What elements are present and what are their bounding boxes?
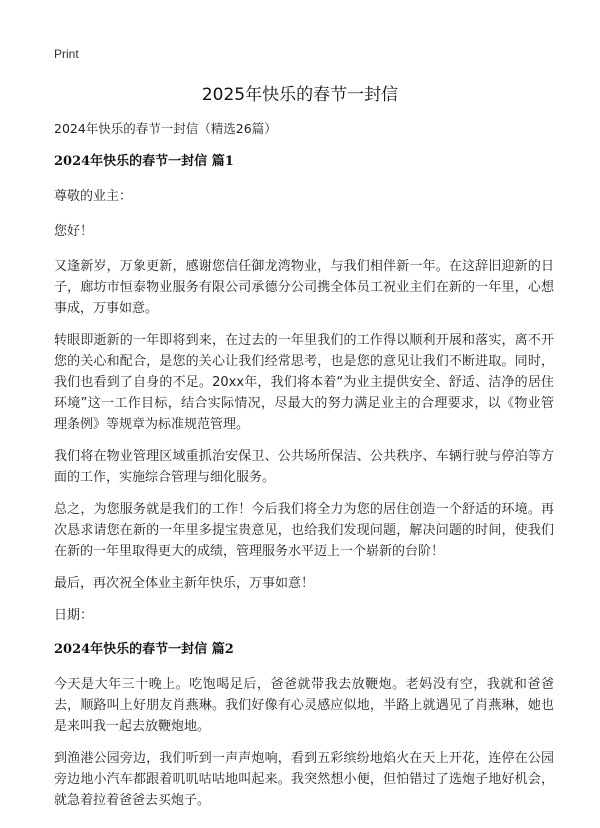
paragraph: 又逢新岁，万象更新，感谢您信任御龙湾物业，与我们相伴新一年。在这辞旧迎新的日子，廊坊市恒泰物业服务有限公司承德分公司携全体员工祝业主们在新的一年里，心想事成，万事如意。 bbox=[54, 259, 554, 316]
article-subtitle: 2024年快乐的春节一封信（精选26篇） bbox=[54, 121, 277, 136]
date-label: 日期： bbox=[54, 608, 94, 623]
section-heading-2: 2024年快乐的春节一封信 篇2 bbox=[54, 642, 234, 657]
hello-line: 您好！ bbox=[54, 224, 94, 239]
paragraph: 最后，再次祝全体业主新年快乐，万事如意！ bbox=[54, 576, 315, 591]
greeting: 尊敬的业主： bbox=[54, 189, 133, 204]
paragraph: 总之，为您服务就是我们的工作！今后我们将全力为您的居住创造一个舒适的环境。再次恳求请您在新的一年里多提宝贵意见，也给我们发现问题，解决问题的时间，使我们在新的一年里取得更大的成绩，管理服务水平迈上一个崭新的台阶！ bbox=[54, 502, 554, 559]
section-heading-1: 2024年快乐的春节一封信 篇1 bbox=[54, 154, 234, 169]
paragraph: 到渔港公园旁边，我们听到一声声炮响，看到五彩缤纷地焰火在天上开花，连停在公园旁边地小汽车都跟着叽叽咕咕地叫起来。我突然想小便，但怕错过了选炮子地好机会，就急着拉着爸爸去买炮子。 bbox=[54, 751, 554, 808]
paragraph: 我们将在物业管理区域重抓治安保卫、公共场所保洁、公共秩序、车辆行驶与停泊等方面的工作，实施综合管理与细化服务。 bbox=[54, 449, 554, 485]
print-link[interactable]: Print bbox=[54, 47, 79, 61]
paragraph: 今天是大年三十晚上。吃饱喝足后，爸爸就带我去放鞭炮。老妈没有空，我就和爸爸去，顺路叫上好朋友肖燕琳。我们好像有心灵感应似地，半路上就遇见了肖燕琳，她也是来叫我一起去放鞭炮地。 bbox=[54, 677, 554, 734]
paragraph: 转眼即逝新的一年即将到来，在过去的一年里我们的工作得以顺利开展和落实，离不开您的关心和配合，是您的关心让我们经常思考，也是您的意见让我们不断进取。同时，我们也看到了自身的不足。20xx年，我们将本着“为业主提供安全、舒适、洁净的居住环境”这一工作目标，结合实际情况，尽最大的努力满足业主的合理要求，以《物业管理条例》等规章为标准规范管理。 bbox=[54, 333, 554, 432]
page-title: 2025年快乐的春节一封信 bbox=[201, 85, 399, 105]
article-body bbox=[54, 118, 554, 822]
